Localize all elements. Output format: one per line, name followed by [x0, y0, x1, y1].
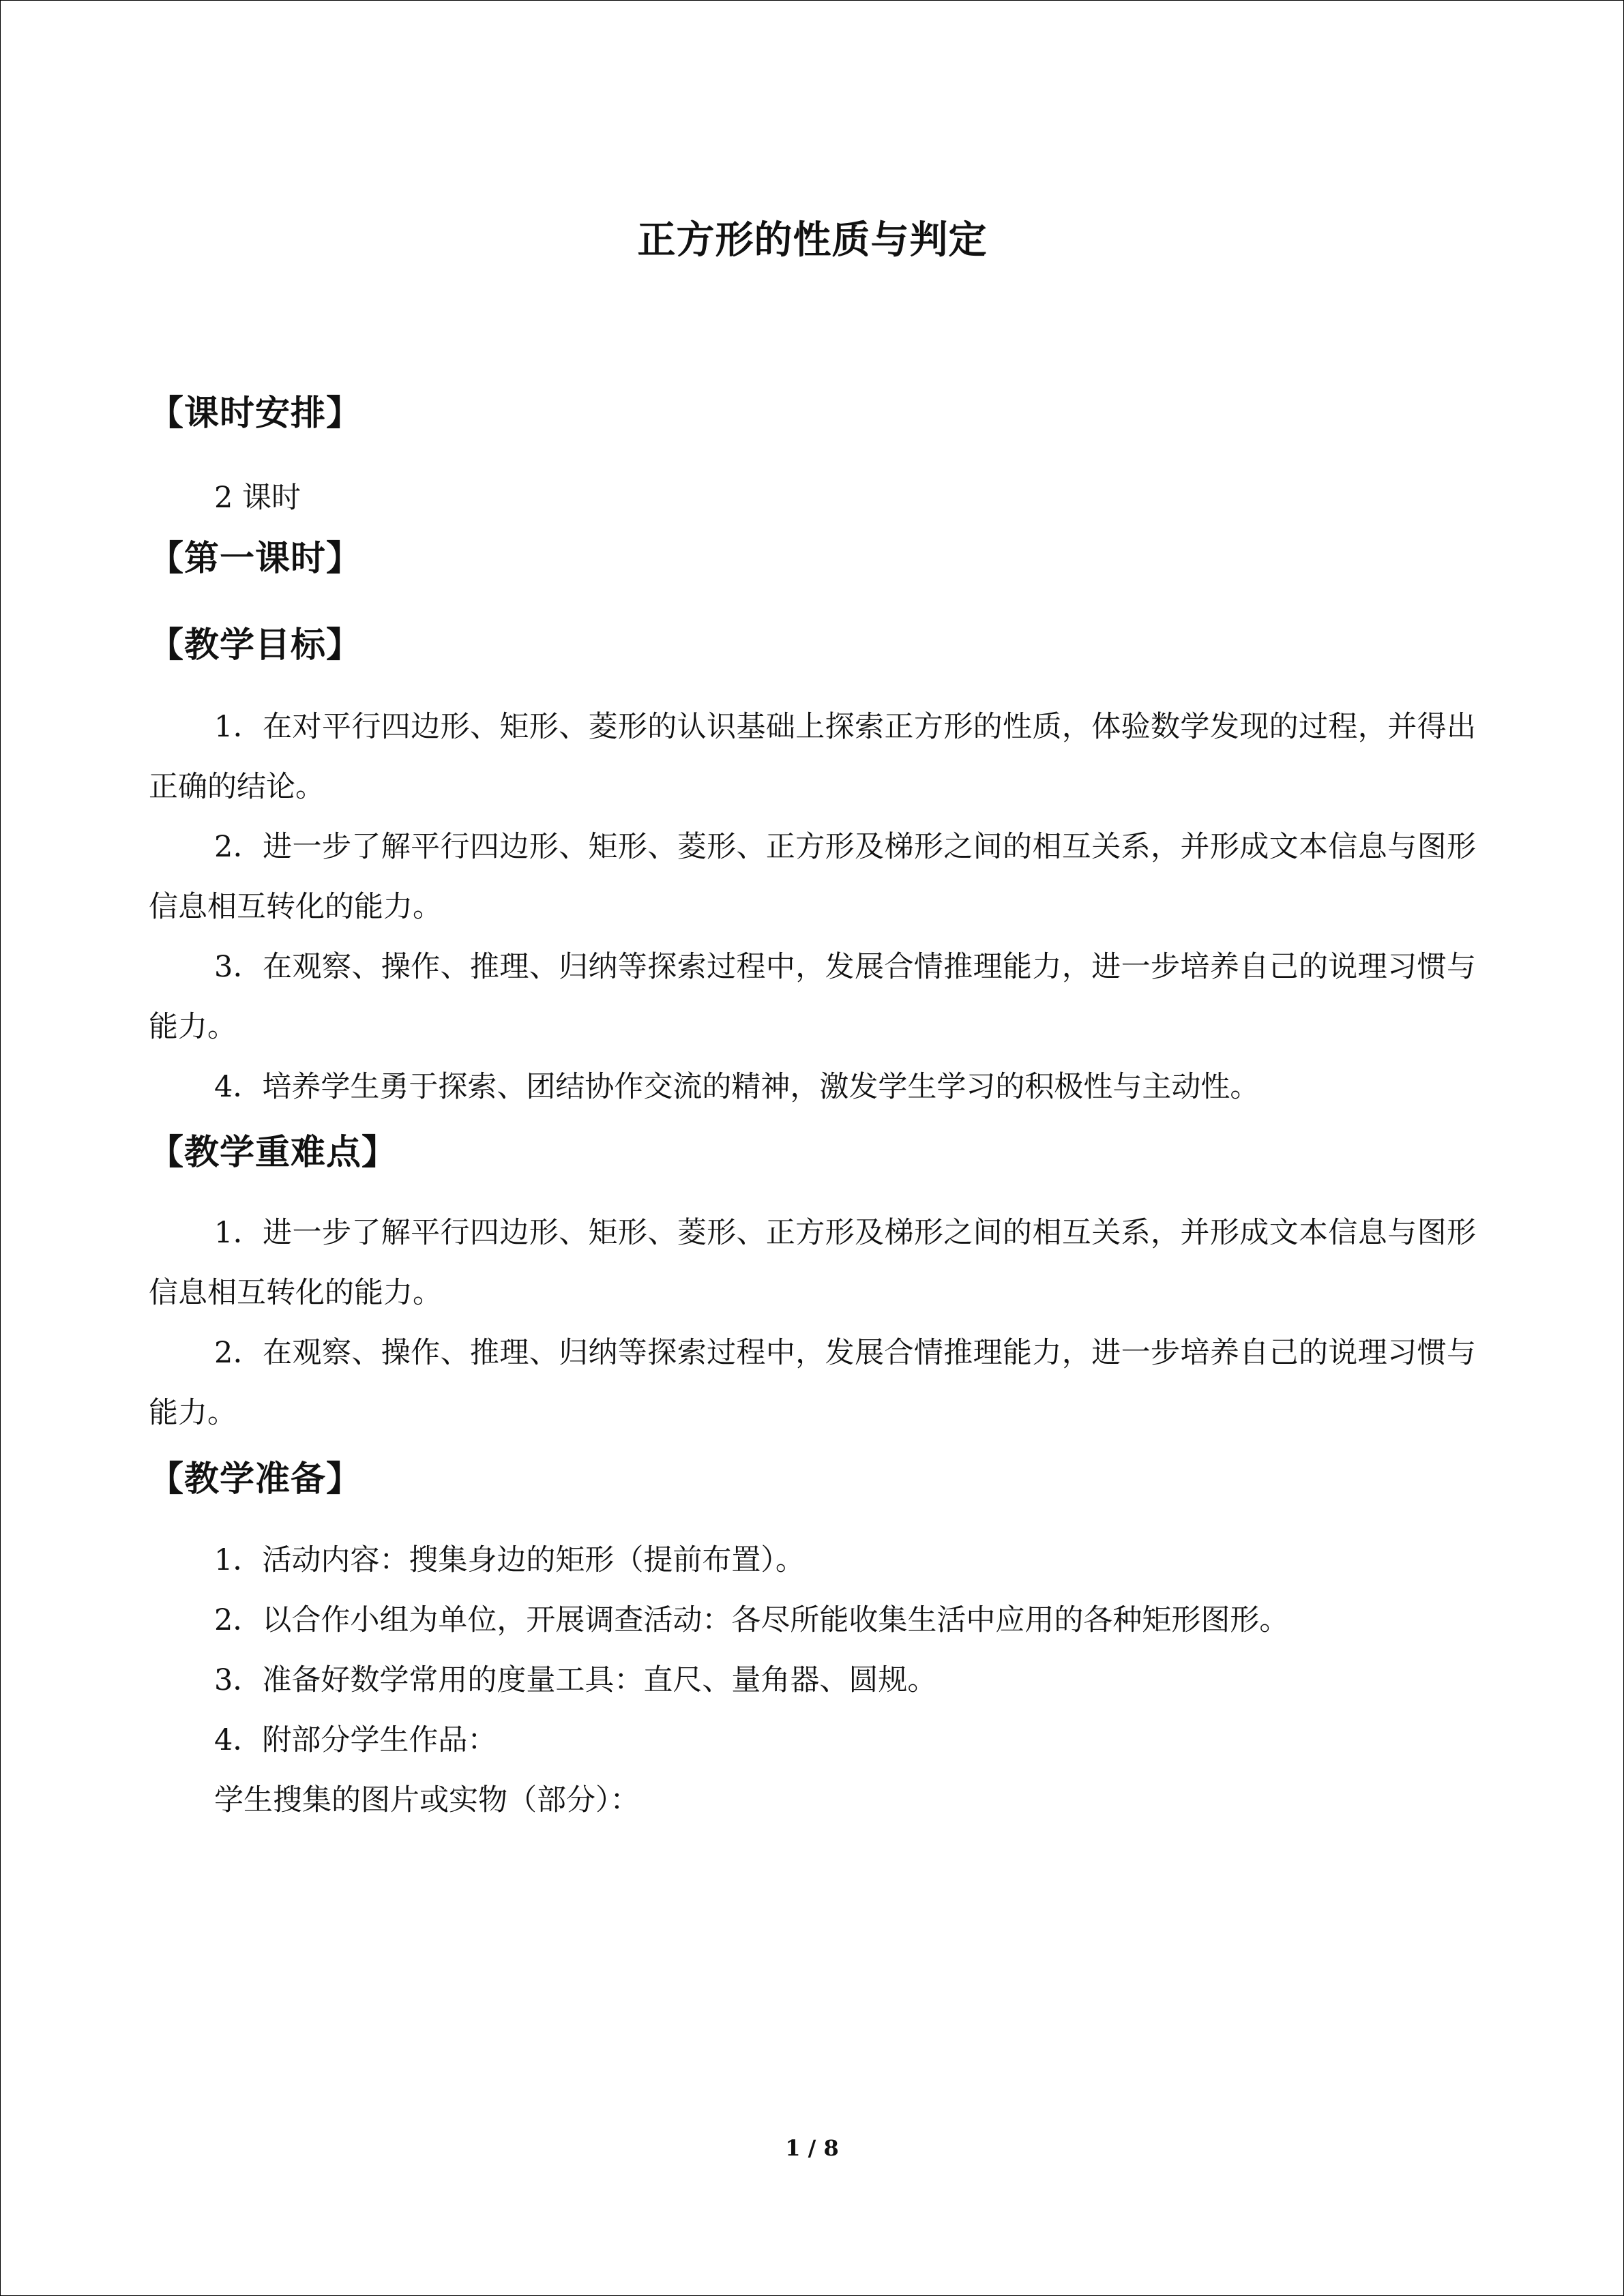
paragraph: 2．进一步了解平行四边形、矩形、菱形、正方形及梯形之间的相互关系，并形成文本信息与图形信息相互转化的能力。 [149, 830, 1476, 924]
section-heading: 【第一课时】 [149, 538, 362, 579]
section-schedule [149, 391, 1476, 436]
section-first-lesson [149, 536, 1476, 581]
list-item: 2．以合作小组为单位，开展调查活动：各尽所能收集生活中应用的各种矩形图形。 [214, 1603, 1289, 1637]
section-schedule-body [149, 468, 1476, 528]
section-heading: 【教学重难点】 [149, 1132, 398, 1173]
paragraph: 学生搜集的图片或实物（部分）： [214, 1783, 640, 1817]
paragraph: 2 课时 [214, 481, 301, 515]
document-title: 正方形的性质与判定 [637, 218, 988, 263]
paragraph: 4．培养学生勇于探索、团结协作交流的精神，激发学生学习的积极性与主动性。 [214, 1070, 1260, 1104]
section-objectives-body [149, 697, 1476, 1117]
paragraph: 3．在观察、操作、推理、归纳等探索过程中，发展合情推理能力，进一步培养自己的说理习惯与能力。 [149, 950, 1476, 1044]
section-objectives [149, 623, 1476, 668]
section-preparation [149, 1457, 1476, 1502]
section-heading: 【教学目标】 [149, 625, 362, 666]
section-preparation-body [149, 1530, 1476, 1830]
list-item: 4．附部分学生作品： [214, 1723, 497, 1757]
paragraph: 1．在对平行四边形、矩形、菱形的认识基础上探索正方形的性质，体验数学发现的过程，并得出正确的结论。 [149, 710, 1476, 804]
section-heading: 【课时安排】 [149, 393, 362, 434]
list-item: 1．活动内容：搜集身边的矩形（提前布置）。 [214, 1543, 805, 1577]
paragraph: 1．进一步了解平行四边形、矩形、菱形、正方形及梯形之间的相互关系，并形成文本信息与图形信息相互转化的能力。 [149, 1216, 1476, 1310]
page-number: 1 / 8 [785, 2135, 839, 2161]
section-key-points [149, 1130, 1476, 1175]
list-item: 3．准备好数学常用的度量工具：直尺、量角器、圆规。 [214, 1663, 937, 1697]
paragraph: 2．在观察、操作、推理、归纳等探索过程中，发展合情推理能力，进一步培养自己的说理习惯与能力。 [149, 1336, 1476, 1430]
section-key-points-body [149, 1203, 1476, 1443]
section-heading: 【教学准备】 [149, 1459, 362, 1500]
